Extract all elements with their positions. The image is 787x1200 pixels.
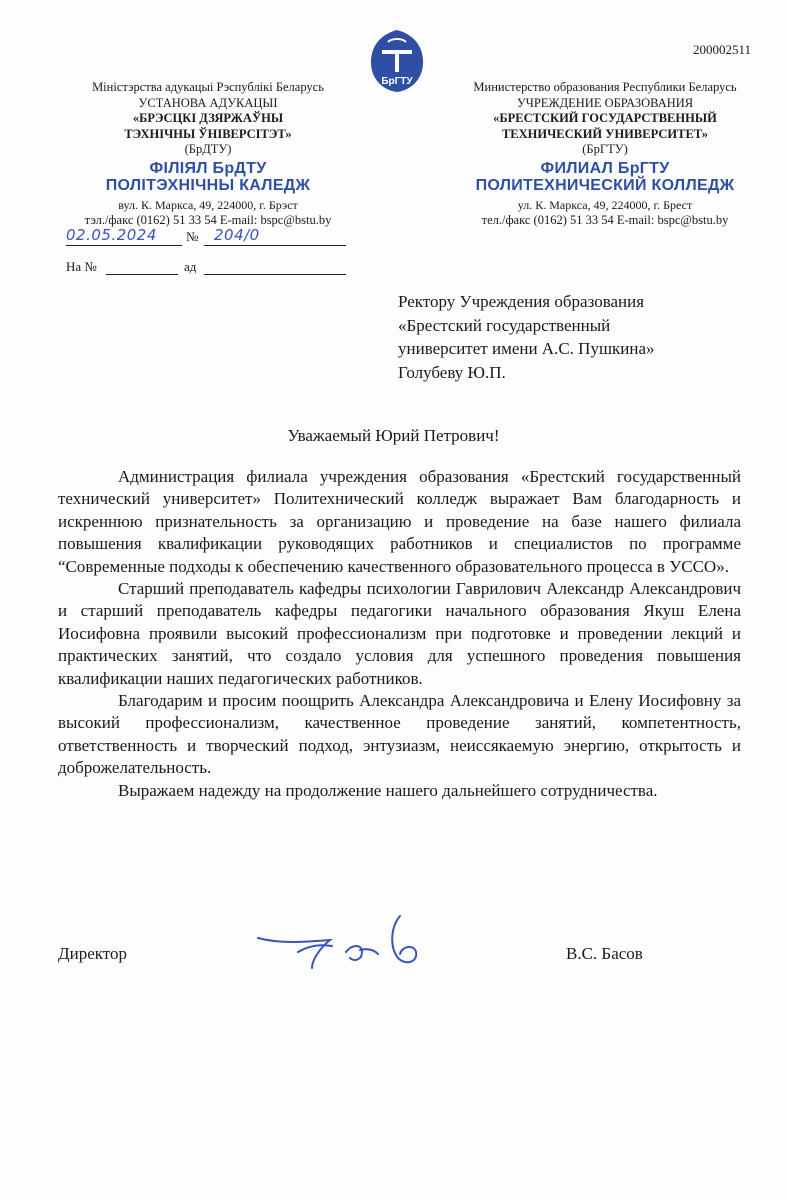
logo-text: БрГТУ <box>381 76 413 87</box>
signer-name: В.С. Басов <box>566 944 643 963</box>
abbr-by: (БрДТУ) <box>184 142 232 156</box>
institution-type-ru: УЧРЕЖДЕНИЕ ОБРАЗОВАНИЯ <box>516 95 694 110</box>
abbr-ru: (БрГТУ) <box>582 142 628 156</box>
reference-label: На № <box>66 259 97 274</box>
header-belarusian <box>58 80 358 228</box>
ministry-ru: Министерство образования Республики Беларусь <box>473 80 737 94</box>
reference-from: ад <box>184 259 197 274</box>
body-paragraph: Выражаем надежду на продолжение нашего дальнейшего сотрудничества. <box>118 780 658 800</box>
registration-number-sign: № <box>186 229 199 244</box>
university-line1-ru: «БРЕСТСКИЙ ГОСУДАРСТВЕННЫЙ <box>493 111 717 125</box>
addressee-line: Голубеву Ю.П. <box>398 362 506 382</box>
institution-type-by: УСТАНОВА АДУКАЦЫІ <box>138 95 278 110</box>
addressee-block <box>398 290 748 384</box>
header-russian <box>446 80 764 228</box>
branch-line2-ru: ПОЛИТЕХНИЧЕСКИЙ КОЛЛЕДЖ <box>475 176 735 194</box>
branch-line2-by: ПОЛІТЭХНІЧНЫ КАЛЕДЖ <box>105 176 311 194</box>
university-line2-ru: ТЕХНИЧЕСКИЙ УНИВЕРСИТЕТ» <box>501 126 709 141</box>
university-line2-by: ТЭХНІЧНЫ ЎНІВЕРСІТЭТ» <box>124 126 292 141</box>
document-number: 200002511 <box>692 42 751 57</box>
salutation: Уважаемый Юрий Петрович! <box>287 426 500 445</box>
registration-date: 02.05.2024 <box>66 226 157 244</box>
body-paragraph: Благодарим и просим поощрить Александра Александровича и Елену Иосифовну за высокий профессионализм, качественное проведение занятий, компетентность, ответственность и творческий подход, энтузиазм, неиссякаемую энергию, открытость и доброжелательность. <box>58 691 741 778</box>
ministry-by: Міністэрства адукацыі Рэспублікі Беларусь <box>92 80 324 94</box>
registration-number: 204/0 <box>214 226 260 244</box>
university-logo <box>368 28 426 94</box>
contacts-by: тэл./факс (0162) 51 33 54 E-mail: bspc@bstu.by <box>84 212 332 227</box>
body-paragraph: Администрация филиала учреждения образования «Брестский государственный технический университет» Политехнический колледж выражает Вам благодарность и искреннюю признательность за организацию и проведение на базе нашего филиала повышения квалификации руководящих работников и специалистов по программе “Современные подходы к обеспечению качественного образовательного процесса в УССО». <box>58 467 741 576</box>
branch-line1-by: ФІЛІЯЛ БрДТУ <box>149 159 267 177</box>
address-ru: ул. К. Маркса, 49, 224000, г. Брест <box>517 197 693 212</box>
signer-title: Директор <box>58 944 127 963</box>
incoming-reference <box>66 256 346 278</box>
branch-line1-ru: ФИЛИАЛ БрГТУ <box>540 159 670 177</box>
addressee-line: университет имени А.С. Пушкина» <box>398 339 655 358</box>
handwritten-signature <box>250 908 430 978</box>
address-by: вул. К. Маркса, 49, 224000, г. Брэст <box>118 197 298 212</box>
letter-body <box>58 466 741 802</box>
contacts-ru: тел./факс (0162) 51 33 54 E-mail: bspc@bstu.by <box>481 212 729 227</box>
addressee-line: «Брестский государственный <box>398 315 611 335</box>
body-paragraph: Старший преподаватель кафедры психологии Гаврилович Александр Александрович и старший преподаватель кафедры педагогики начального образования Якуш Елена Иосифовна проявили высокий профессионализм при подготовке и проведении лекций и практических занятий, что создало условия для успешного проведения повышения квалификации наших педагогических работников. <box>58 579 741 688</box>
outgoing-registration <box>66 226 346 248</box>
university-line1-by: «БРЭСЦКІ ДЗЯРЖАЎНЫ <box>132 111 284 125</box>
addressee-line: Ректору Учреждения образования <box>398 292 645 311</box>
